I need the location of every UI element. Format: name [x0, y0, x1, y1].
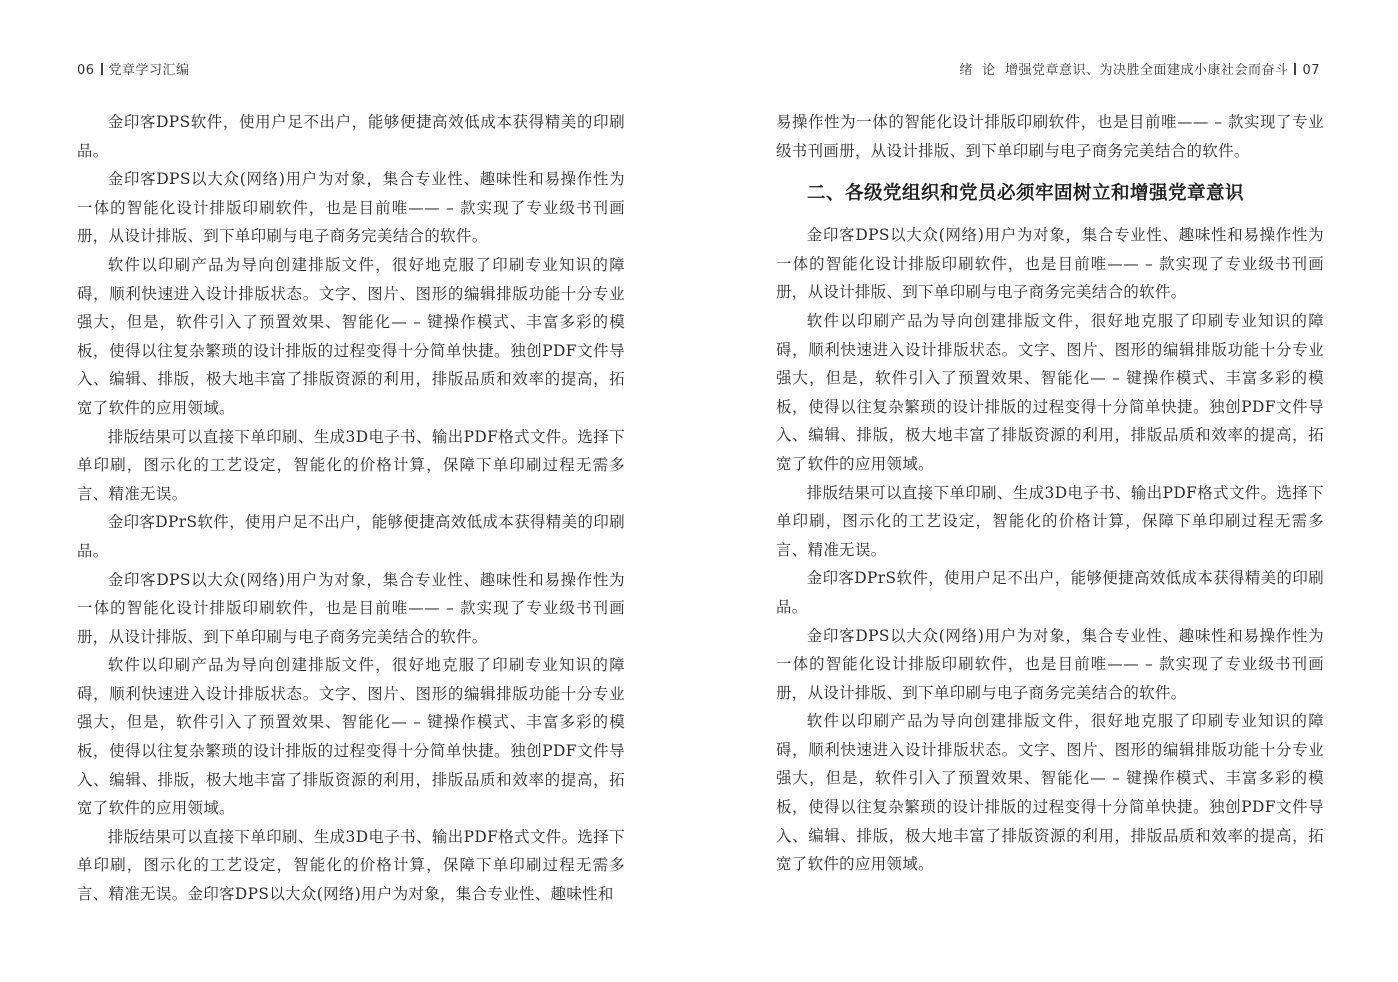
paragraph: 金印客DPS以大众(网络)用户为对象，集合专业性、趣味性和易操作性为一体的智能化设计排版印刷软件，也是目前唯—— – 款实现了专业级书刊画册，从设计排版、到下单印刷与电子商务完美结合的软件。 — [77, 170, 625, 246]
left-body-text — [77, 108, 625, 909]
paragraph: 排版结果可以直接下单印刷、生成3D电子书、输出PDF格式文件。选择下单印刷，图示化的工艺设定，智能化的价格计算，保障下单印刷过程无需多言、精准无误。 — [77, 427, 625, 503]
paragraph: 金印客DPS软件，使用户足不出户，能够便捷高效低成本获得精美的印刷品。 — [77, 113, 625, 160]
left-page-number: 06 — [77, 63, 95, 78]
right-header-title: 增强党章意识、为决胜全面建成小康社会而奋斗 — [1004, 63, 1289, 78]
paragraph: 软件以印刷产品为导向创建排版文件，很好地克服了印刷专业知识的障碍，顺利快速进入设计排版状态。文字、图片、图形的编辑排版功能十分专业强大，但是，软件引入了预置效果、智能化— – 键操作模式、丰富多彩的模板，使得以往复杂繁琐的设计排版的过程变得十分简单快捷。独创PDF文件导入、编辑、排版，极大地丰富了排版资源的利用，排版品质和效率的提高，拓宽了软件的应用领域。 — [77, 255, 625, 417]
section-heading: 二、各级党组织和党员必须牢固树立和增强党章意识 — [807, 183, 1245, 205]
right-page-number: 07 — [1302, 63, 1320, 78]
paragraph: 软件以印刷产品为导向创建排版文件，很好地克服了印刷专业知识的障碍，顺利快速进入设计排版状态。文字、图片、图形的编辑排版功能十分专业强大，但是，软件引入了预置效果、智能化— – 键操作模式、丰富多彩的模板，使得以往复杂繁琐的设计排版的过程变得十分简单快捷。独创PDF文件导入、编辑、排版，极大地丰富了排版资源的利用，排版品质和效率的提高，拓宽了软件的应用领域。 — [776, 311, 1324, 473]
paragraph: 软件以印刷产品为导向创建排版文件，很好地克服了印刷专业知识的障碍，顺利快速进入设计排版状态。文字、图片、图形的编辑排版功能十分专业强大，但是，软件引入了预置效果、智能化— – 键操作模式、丰富多彩的模板，使得以往复杂繁琐的设计排版的过程变得十分简单快捷。独创PDF文件导入、编辑、排版，极大地丰富了排版资源的利用，排版品质和效率的提高，拓宽了软件的应用领域。 — [776, 712, 1324, 874]
header-separator — [101, 63, 103, 75]
paragraph: 金印客DPS以大众(网络)用户为对象，集合专业性、趣味性和易操作性为一体的智能化设计排版印刷软件，也是目前唯—— – 款实现了专业级书刊画册，从设计排版、到下单印刷与电子商务完美结合的软件。 — [77, 570, 625, 646]
right-page — [699, 0, 1398, 982]
header-separator — [1294, 63, 1296, 75]
paragraph: 金印客DPrS软件，使用户足不出户，能够便捷高效低成本获得精美的印刷品。 — [776, 569, 1324, 616]
right-header-chapter: 绪 论 — [959, 63, 996, 78]
left-header-title: 党章学习汇编 — [108, 63, 190, 78]
left-running-head — [77, 59, 190, 78]
paragraph: 金印客DPS以大众(网络)用户为对象，集合专业性、趣味性和易操作性为一体的智能化设计排版印刷软件，也是目前唯—— – 款实现了专业级书刊画册，从设计排版、到下单印刷与电子商务完美结合的软件。 — [776, 226, 1324, 302]
right-body-text — [776, 108, 1324, 879]
paragraph: 排版结果可以直接下单印刷、生成3D电子书、输出PDF格式文件。选择下单印刷，图示化的工艺设定，智能化的价格计算，保障下单印刷过程无需多言、精准无误。 — [776, 483, 1324, 559]
continued-paragraph: 易操作性为一体的智能化设计排版印刷软件，也是目前唯—— – 款实现了专业级书刊画册，从设计排版、到下单印刷与电子商务完美结合的软件。 — [776, 113, 1324, 160]
paragraph: 软件以印刷产品为导向创建排版文件，很好地克服了印刷专业知识的障碍，顺利快速进入设计排版状态。文字、图片、图形的编辑排版功能十分专业强大，但是，软件引入了预置效果、智能化— – 键操作模式、丰富多彩的模板，使得以往复杂繁琐的设计排版的过程变得十分简单快捷。独创PDF文件导入、编辑、排版，极大地丰富了排版资源的利用，排版品质和效率的提高，拓宽了软件的应用领域。 — [77, 656, 625, 818]
paragraph: 金印客DPS以大众(网络)用户为对象，集合专业性、趣味性和易操作性为一体的智能化设计排版印刷软件，也是目前唯—— – 款实现了专业级书刊画册，从设计排版、到下单印刷与电子商务完美结合的软件。 — [776, 626, 1324, 702]
right-running-head — [959, 59, 1320, 78]
paragraph: 排版结果可以直接下单印刷、生成3D电子书、输出PDF格式文件。选择下单印刷，图示化的工艺设定，智能化的价格计算，保障下单印刷过程无需多言、精准无误。金印客DPS以大众(网络)用户为对象，集合专业性、趣味性和 — [77, 827, 625, 904]
paragraph: 金印客DPrS软件，使用户足不出户，能够便捷高效低成本获得精美的印刷品。 — [77, 513, 625, 560]
